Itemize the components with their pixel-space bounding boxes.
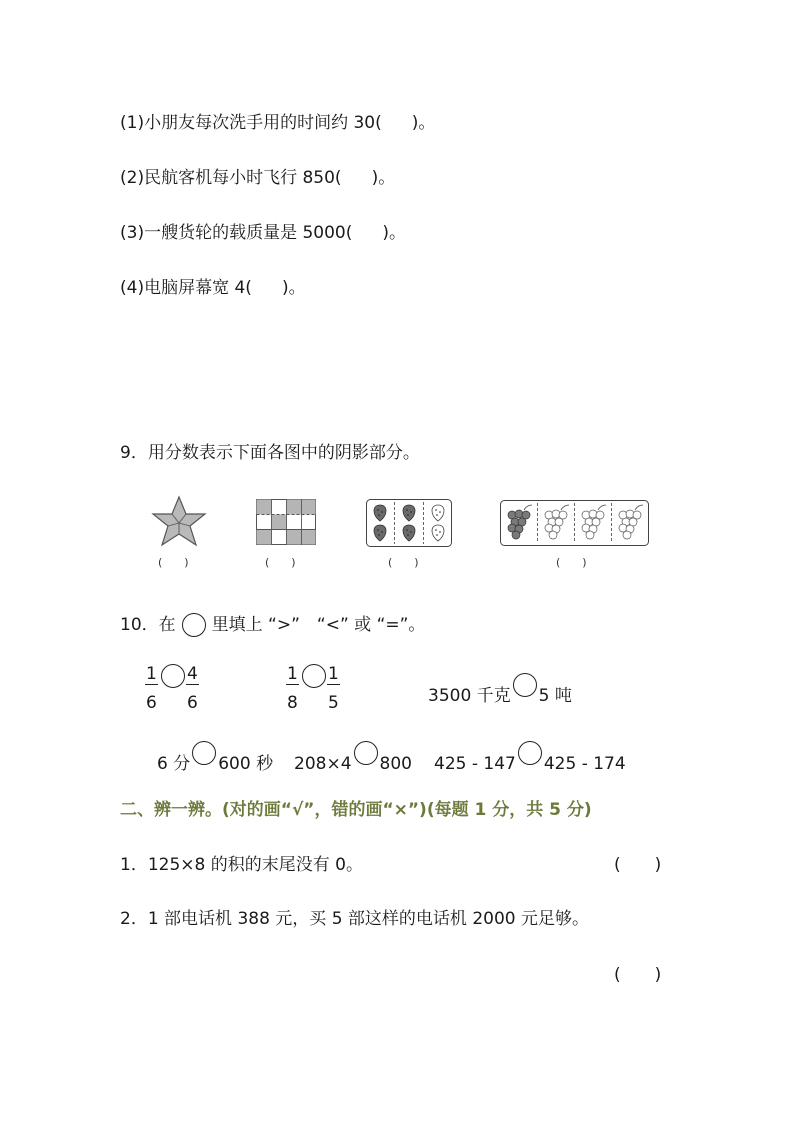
title-suffix: 里填上 “>” “<” 或 “=”。 [211,615,426,635]
compare-circle-5[interactable] [354,741,378,765]
denominator: 5 [328,693,339,713]
circle-icon [182,613,206,637]
compare-right: 425 - 174 [543,754,626,774]
compare-circle-2[interactable] [302,664,326,688]
fraction-2-left [286,664,299,713]
strawberry-icon [366,499,452,547]
question-1-3 [120,218,406,243]
question-1-4 [120,273,306,298]
question-end: )。 [382,223,407,243]
title-prefix: 10．在 [120,615,176,635]
question-1-2 [120,163,395,188]
compare-circle-3[interactable] [513,673,537,697]
star-icon [150,495,208,547]
compare-item-4 [434,741,626,774]
judge-item-2: 2．1 部电话机 388 元，买 5 部这样的电话机 2000 元足够。 [120,909,589,929]
question-text: (2)民航客机每小时飞行 850( [120,168,342,188]
answer-slot-1[interactable]: ( ) [158,556,189,569]
compare-left: 208×4 [294,754,352,774]
question-text: (4)电脑屏幕宽 4( [120,278,252,298]
compare-circle-6[interactable] [518,741,542,765]
numerator: 1 [146,664,157,684]
numerator: 4 [187,664,198,684]
question-1-1 [120,108,435,133]
compare-item-1 [428,673,572,706]
compare-right: 600 秒 [218,754,274,774]
fraction-2-right [327,664,340,713]
judge-item-1: 1．125×8 的积的末尾没有 0。 [120,855,363,875]
denominator: 8 [287,693,298,713]
question-text: (3)一艘货轮的载质量是 5000( [120,223,353,243]
answer-slot-4[interactable]: ( ) [556,556,587,569]
question-end: )。 [371,168,396,188]
denominator: 6 [187,693,198,713]
grape-icon [500,500,652,546]
question-text: (1)小朋友每次洗手用的时间约 30( [120,113,382,133]
judge-blank-1[interactable]: ( ) [614,855,662,875]
question-end: )。 [411,113,436,133]
grid-icon [256,499,316,545]
fraction-1-left [145,664,158,713]
numerator: 1 [328,664,339,684]
compare-right: 800 [379,754,412,774]
compare-circle-1[interactable] [161,664,185,688]
compare-circle-4[interactable] [192,741,216,765]
denominator: 6 [146,693,157,713]
compare-right: 5 吨 [538,686,572,706]
numerator: 1 [287,664,298,684]
compare-item-3 [294,741,412,774]
question-10-title [120,610,425,637]
answer-slot-2[interactable]: ( ) [265,556,296,569]
compare-left: 3500 千克 [428,686,511,706]
compare-item-2 [157,741,273,774]
section-2-title: 二、辨一辨。(对的画“√”，错的画“×”)(每题 1 分，共 5 分) [120,800,592,820]
question-end: )。 [281,278,306,298]
compare-left: 6 分 [157,754,191,774]
answer-slot-3[interactable]: ( ) [388,556,419,569]
judge-blank-2[interactable]: ( ) [614,965,662,985]
compare-left: 425 - 147 [434,754,516,774]
question-9-title: 9．用分数表示下面各图中的阴影部分。 [120,443,420,463]
fraction-1-right [186,664,199,713]
